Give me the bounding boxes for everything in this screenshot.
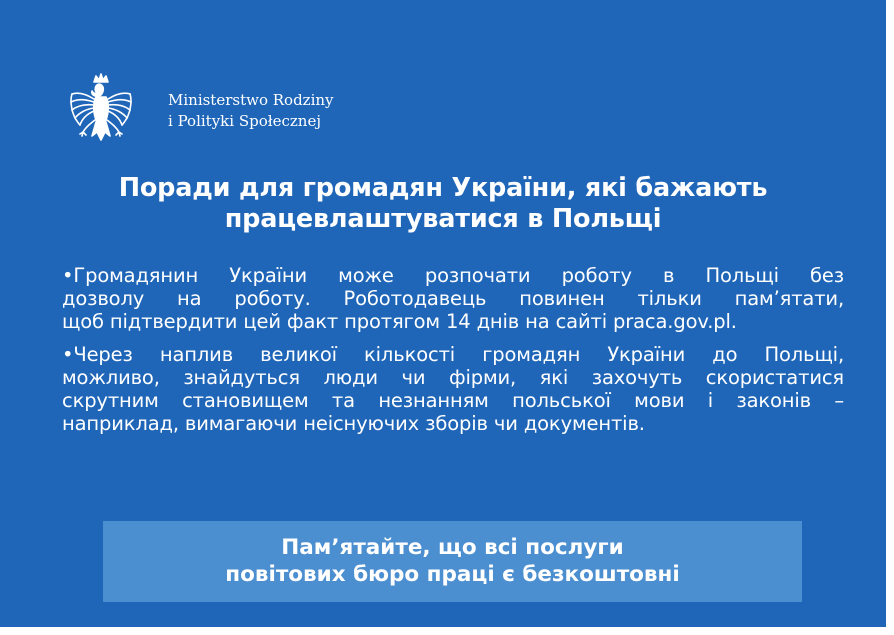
- page-title: [0, 173, 886, 235]
- advice-paragraph-1-line: дозволу на роботу. Роботодавець повинен тільки пам’ятати,: [62, 287, 844, 310]
- advice-paragraph-2-line: можливо, знайдуться люди чи фірми, які захочуть скористатися: [62, 366, 844, 389]
- ministry-name-line1: Ministerstwo Rodziny: [168, 91, 334, 109]
- advice-paragraph-2: [62, 343, 844, 435]
- advice-paragraph-1-line: •Громадянин України може розпочати роботу в Польщі без: [62, 264, 844, 287]
- free-services-notice: [103, 521, 802, 602]
- advice-paragraph-2-line: скрутним становищем та незнанням польської мови і законів –: [62, 389, 844, 412]
- advice-paragraph-2-line: •Через наплив великої кількості громадян України до Польщі,: [62, 343, 844, 366]
- title-line1: Поради для громадян України, які бажають: [118, 173, 768, 203]
- advice-paragraph-1-line: щоб підтвердити цей факт протягом 14 днів на сайті praca.gov.pl.: [62, 310, 737, 333]
- notice-line1: Пам’ятайте, що всі послуги: [281, 535, 624, 560]
- notice-line2: повітових бюро праці є безкоштовні: [225, 562, 680, 587]
- ministry-name: [168, 90, 334, 132]
- advice-paragraph-1: [62, 264, 844, 333]
- title-line2: працевлаштуватися в Польщі: [224, 204, 662, 234]
- ministry-name-line2: i Polityki Społecznej: [168, 112, 321, 130]
- polish-eagle-icon: [68, 72, 134, 152]
- advice-paragraph-2-line: наприклад, вимагаючи неіснуючих зборів чи документів.: [62, 412, 645, 435]
- advice-text: [62, 264, 844, 445]
